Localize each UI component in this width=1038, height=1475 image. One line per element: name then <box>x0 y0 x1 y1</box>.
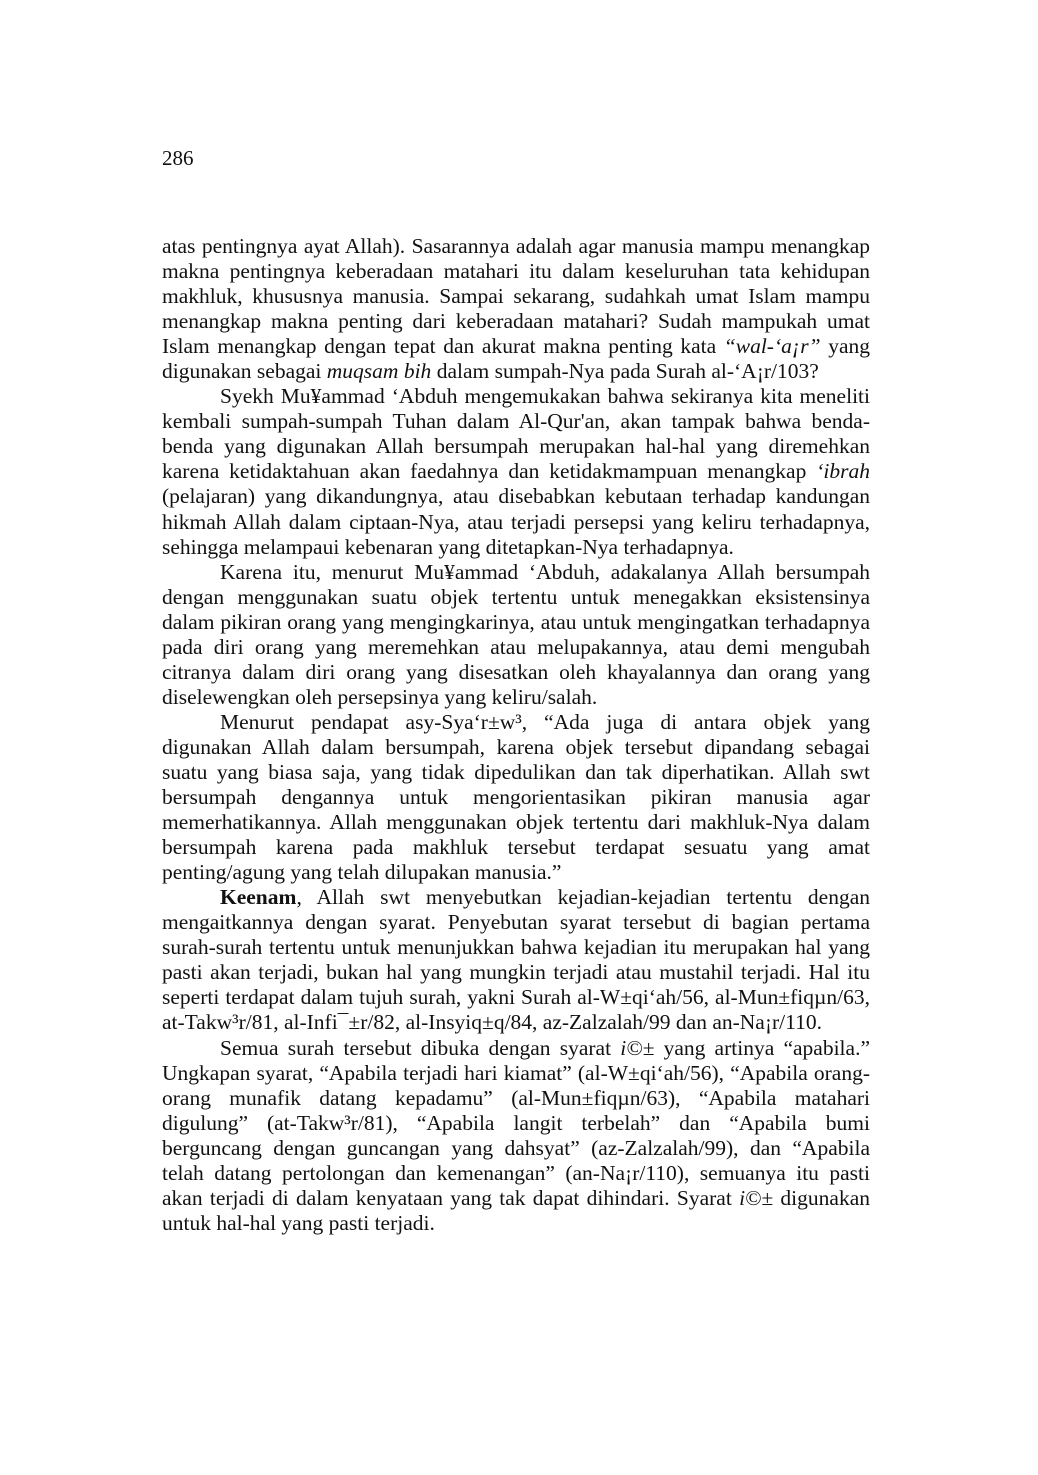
paragraph-3 <box>162 560 870 710</box>
text-run: digunakan untuk hal-hal yang pasti terjadi. <box>162 1185 870 1235</box>
text-run: yang digunakan sebagai <box>162 334 871 384</box>
paragraph-2 <box>162 384 870 559</box>
italic-term-muqsam-bih: muqsam bih <box>326 359 432 384</box>
italic-term-idza: i©± <box>739 1185 774 1210</box>
text-run: atas pentingnya ayat Allah). Sasarannya adalah agar manusia mampu menangkap makna pentingnya keberadaan matahari itu dalam keseluruhan tata kehidupan makhluk, khususnya manusia. Sampai sekarang, sudahkah umat Islam mampu menangkap makna penting dari keberadaan matahari? Sudah mampukah umat Islam menangkap dengan tepat dan akurat makna penting kata <box>162 234 870 359</box>
paragraph-4 <box>162 710 870 885</box>
paragraph-5 <box>162 885 870 1035</box>
text-run: Syekh Mu¥ammad ‘Abduh mengemukakan bahwa sekiranya kita meneliti kembali sumpah-sumpah Tuhan dalam Al-Qur'an, akan tampak bahwa benda-benda yang digunakan Allah bersumpah merupakan hal-hal yang diremehkan karena ketidaktahuan akan faedahnya dan ketidakmampuan menangkap <box>162 384 870 484</box>
text-run: (pelajaran) yang dikandungnya, atau disebabkan kebutaan terhadap kandungan hikmah Allah dalam ciptaan-Nya, atau terjadi persepsi yang keliru terhadapnya, sehingga melampaui kebenaran yang ditetapkan-Nya terhadapnya. <box>162 484 870 559</box>
text-run: dalam sumpah-Nya pada Surah al-‘A¡r/103? <box>431 359 819 384</box>
italic-term-ibrah: ‘ibrah <box>816 459 870 484</box>
text-run: , Allah swt menyebutkan kejadian-kejadian tertentu dengan mengaitkannya dengan syarat. Penyebutan syarat tersebut di bagian pertama surah-surah tertentu untuk menunjukkan bahwa kejadian itu merupakan hal yang pasti akan terjadi, bukan hal yang mungkin terjadi atau mustahil terjadi. Hal itu seperti terdapat dalam tujuh surah, yakni Surah al-W±qi‘ah/56, al-Mun±fiqµn/63, at-Takw³r/81, al-Infi¯±r/82, al-Insyiq±q/84, az-Zalzalah/99 dan an-Na¡r/110. <box>162 885 870 1035</box>
paragraph-6 <box>162 1036 870 1236</box>
italic-term-idza: i©± <box>620 1035 655 1060</box>
text-run: Karena itu, menurut Mu¥ammad ‘Abduh, adakalanya Allah bersumpah dengan menggunakan suatu objek tertentu untuk menegakkan eksistensinya dalam pikiran orang yang mengingkarinya, atau untuk mengingatkan terhadapnya pada diri orang yang meremehkan atau melupakannya, atau demi mengubah citranya dalam diri orang yang disesatkan oleh khayalannya dan orang yang diselewengkan oleh persepsinya yang keliru/salah. <box>162 559 870 709</box>
paragraph-1 <box>162 234 870 384</box>
text-run: yang artinya “apabila.” Ungkapan syarat, “Apabila terjadi hari kiamat” (al-W±qi‘ah/56), “Apabila orang-orang munafik datang kepadamu” (al-Mun±fiqµn/63), “Apabila matahari digulung” (at-Takw³r/81), “Apabila langit terbelah” dan “Apabila bumi berguncang dengan guncangan yang dahsyat” (az-Zalzalah/99), dan “Apabila telah datang pertolongan dan kemenangan” (an-Na¡r/110), semuanya itu pasti akan terjadi di dalam kenyataan yang tak dapat dihindari. Syarat <box>162 1035 870 1210</box>
bold-term-keenam: Keenam <box>220 885 297 910</box>
body-text <box>162 234 870 1236</box>
page-number: 286 <box>162 146 194 170</box>
text-run: Menurut pendapat asy-Sya‘r±w³, “Ada juga di antara objek yang digunakan Allah dalam bersumpah, karena objek tersebut dipandang sebagai suatu yang biasa saja, yang tidak dipedulikan dan tak diperhatikan. Allah swt bersumpah dengannya untuk mengorientasikan pikiran manusia agar memerhatikannya. Allah menggunakan objek tertentu dari makhluk-Nya dalam bersumpah karena pada makhluk tersebut terdapat sesuatu yang amat penting/agung yang telah dilupakan manusia.” <box>162 709 870 885</box>
italic-term-wal-asr: “wal-‘a¡r” <box>723 334 821 359</box>
text-run: Semua surah tersebut dibuka dengan syarat <box>220 1035 621 1060</box>
